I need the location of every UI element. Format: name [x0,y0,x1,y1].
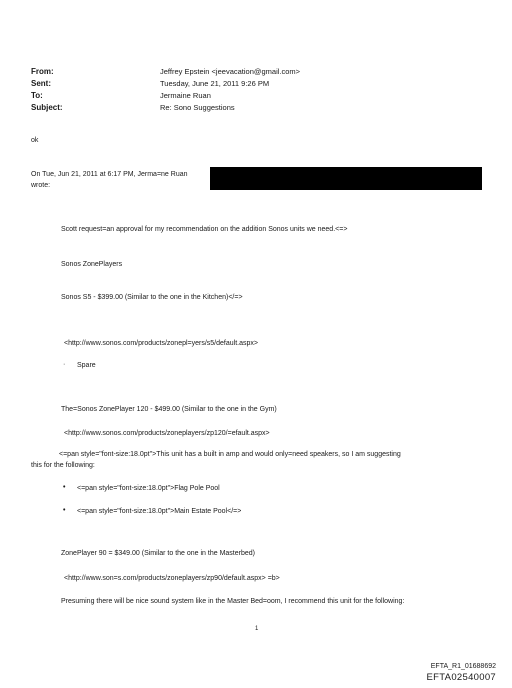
sent-label: Sent: [31,79,51,88]
bates-number-large: EFTA02540007 [426,672,496,683]
quoted-line-request: Scott request=an approval for my recommendation on the addition Sonos units we need.<=> [61,226,348,233]
subject-value: Re: Sono Suggestions [160,103,235,112]
page-number: 1 [255,626,259,632]
quoted-line-spare: Spare [77,362,96,369]
quoted-line-main-estate: <=pan style="font-size:18.0pt">Main Estate Pool</=> [77,508,242,515]
quoted-line-zp120-url: <http://www.sonos.com/products/zoneplayers/zp120/=efault.aspx> [64,430,270,437]
quoted-line-s5: Sonos S5 - $399.00 (Similar to the one in the Kitchen)</=> [61,294,243,301]
bullet-icon: • [63,507,66,514]
sent-value: Tuesday, June 21, 2011 9:26 PM [160,79,270,88]
from-label: From: [31,67,54,76]
quoted-line-zp120: The=Sonos ZonePlayer 120 - $499.00 (Similar to the one in the Gym) [61,406,277,413]
quoted-line-zp90: ZonePlayer 90 = $349.00 (Similar to the one in the Masterbed) [61,550,255,557]
quoted-line-s5-url: <http://www.sonos.com/products/zonepl=yers/s5/default.aspx> [64,340,258,347]
quoted-line-amp: <=pan style="font-size:18.0pt">This unit has a built in amp and would only=need speakers, so I am suggesting [59,451,401,458]
quoted-line-flag-pole: <=pan style="font-size:18.0pt">Flag Pole Pool [77,485,220,492]
reply-text: ok [31,137,39,144]
to-value: Jermaine Ruan [160,91,211,100]
to-label: To: [31,91,43,100]
bullet-dot: · [63,361,66,368]
from-value: Jeffrey Epstein <jeevacation@gmail.com> [160,67,301,76]
redaction-box [210,167,482,190]
bullet-icon: • [63,484,66,491]
quoted-line-heading: Sonos ZonePlayers [61,261,123,268]
subject-label: Subject: [31,103,63,112]
quote-intro-line1: On Tue, Jun 21, 2011 at 6:17 PM, Jerma=ne Ruan [31,171,188,178]
quote-intro-line2: wrote: [31,182,51,189]
quoted-line-zp90-url: <http://www.son=s.com/products/zoneplayers/zp90/default.aspx> =b> [64,575,280,582]
quoted-line-following: this for the following: [31,462,95,469]
bates-number-small: EFTA_R1_01688692 [430,663,496,670]
quoted-line-presuming: Presuming there will be nice sound system like in the Master Bed=oom, I recommend this unit for the following: [61,598,405,605]
